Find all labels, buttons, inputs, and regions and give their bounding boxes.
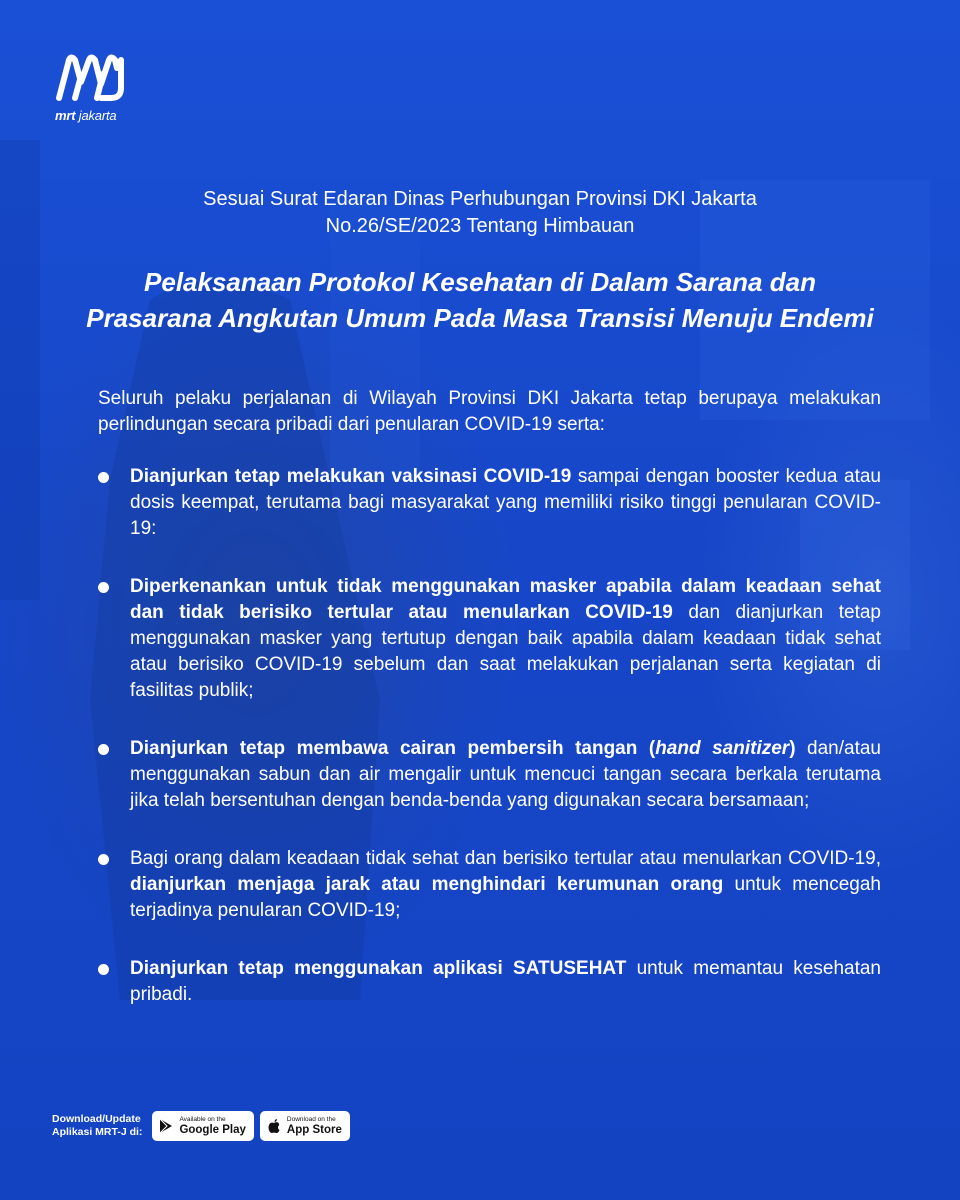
bullet-text: dan/atau menggunakan sabun dan air mengalir untuk mencuci tangan secara berkala terutama jika telah bersentuhan dengan benda-benda yang digunakan secara bersamaan; xyxy=(130,738,881,811)
header xyxy=(0,186,960,336)
logo-text xyxy=(55,108,139,123)
page-title xyxy=(0,264,960,336)
bullet-icon xyxy=(98,472,109,483)
bullet-pre: Bagi orang dalam keadaan tidak sehat dan berisiko tertular atau menularkan COVID-19, xyxy=(130,848,881,869)
bullet-text: untuk memantau kesehatan pribadi. xyxy=(130,958,881,1005)
google-play-button[interactable] xyxy=(152,1111,253,1141)
google-play-icon xyxy=(158,1118,174,1134)
bullet-text: dan dianjurkan tetap menggunakan masker yang tertutup dengan baik apabila dalam keadaan tidak sehat atau berisiko COVID-19 sebelum dan saat melakukan perjalanan serta kegiatan di fasilitas publik; xyxy=(130,602,881,701)
list-item xyxy=(98,956,881,1008)
logo-city: jakarta xyxy=(78,108,117,123)
app-store-button[interactable] xyxy=(260,1111,350,1141)
list-item xyxy=(98,464,881,542)
bullet-text: untuk mencegah terjadinya penularan COVID-19; xyxy=(130,874,881,921)
download-label-line-1: Download/Update xyxy=(52,1113,141,1125)
mrt-logo-icon xyxy=(55,52,137,106)
bullet-bold: Dianjurkan tetap membawa cairan pembersih tangan ( xyxy=(130,738,656,759)
title-line-2: Prasarana Angkutan Umum Pada Masa Transisi Menuju Endemi xyxy=(86,303,874,333)
app-store-text xyxy=(287,1116,342,1137)
mrt-jakarta-logo xyxy=(55,52,139,123)
app-store-small: Download on the xyxy=(286,1115,336,1123)
bullet-bold: dianjurkan menjaga jarak atau menghindari kerumunan orang xyxy=(130,874,724,895)
bullet-icon xyxy=(98,964,109,975)
bullet-bold: Dianjurkan tetap menggunakan aplikasi SATUSEHAT xyxy=(130,958,627,979)
bullet-icon xyxy=(98,582,109,593)
main-content xyxy=(98,386,881,1040)
title-line-1: Pelaksanaan Protokol Kesehatan di Dalam Sarana dan xyxy=(144,267,816,297)
bullet-icon xyxy=(98,744,109,755)
app-store-label: App Store xyxy=(286,1123,342,1136)
apple-icon xyxy=(266,1118,282,1134)
subtitle xyxy=(0,186,960,240)
list-item xyxy=(98,846,881,924)
bullet-icon xyxy=(98,854,109,865)
google-play-text xyxy=(179,1116,245,1137)
bullet-bold: Diperkenankan untuk tidak menggunakan masker apabila dalam keadaan sehat dan tidak berisiko tertular atau menularkan COVID-19 xyxy=(130,576,881,623)
footer xyxy=(52,1110,356,1142)
logo-brand: mrt xyxy=(55,108,76,123)
intro-paragraph: Seluruh pelaku perjalanan di Wilayah Provinsi DKI Jakarta tetap berupaya melakukan perlindungan secara pribadi dari penularan COVID-19 serta: xyxy=(98,388,881,435)
bullet-italic: hand sanitizer xyxy=(655,738,790,759)
download-label-line-2: Aplikasi MRT-J di: xyxy=(52,1126,143,1138)
subtitle-line-2: No.26/SE/2023 Tentang Himbauan xyxy=(325,215,635,237)
bullet-bold-end: ) xyxy=(789,738,796,759)
bullet-text: sampai dengan booster kedua atau dosis keempat, terutama bagi masyarakat yang memiliki risiko tinggi penularan COVID-19: xyxy=(130,466,881,539)
subtitle-line-1: Sesuai Surat Edaran Dinas Perhubungan Provinsi DKI Jakarta xyxy=(203,188,757,210)
list-item xyxy=(98,574,881,704)
list-item xyxy=(98,736,881,814)
google-play-small: Available on the xyxy=(179,1115,226,1123)
bullet-bold: Dianjurkan tetap melakukan vaksinasi COVID-19 xyxy=(130,466,572,487)
guideline-list xyxy=(98,464,881,1008)
google-play-label: Google Play xyxy=(179,1123,246,1136)
download-label xyxy=(52,1113,142,1139)
